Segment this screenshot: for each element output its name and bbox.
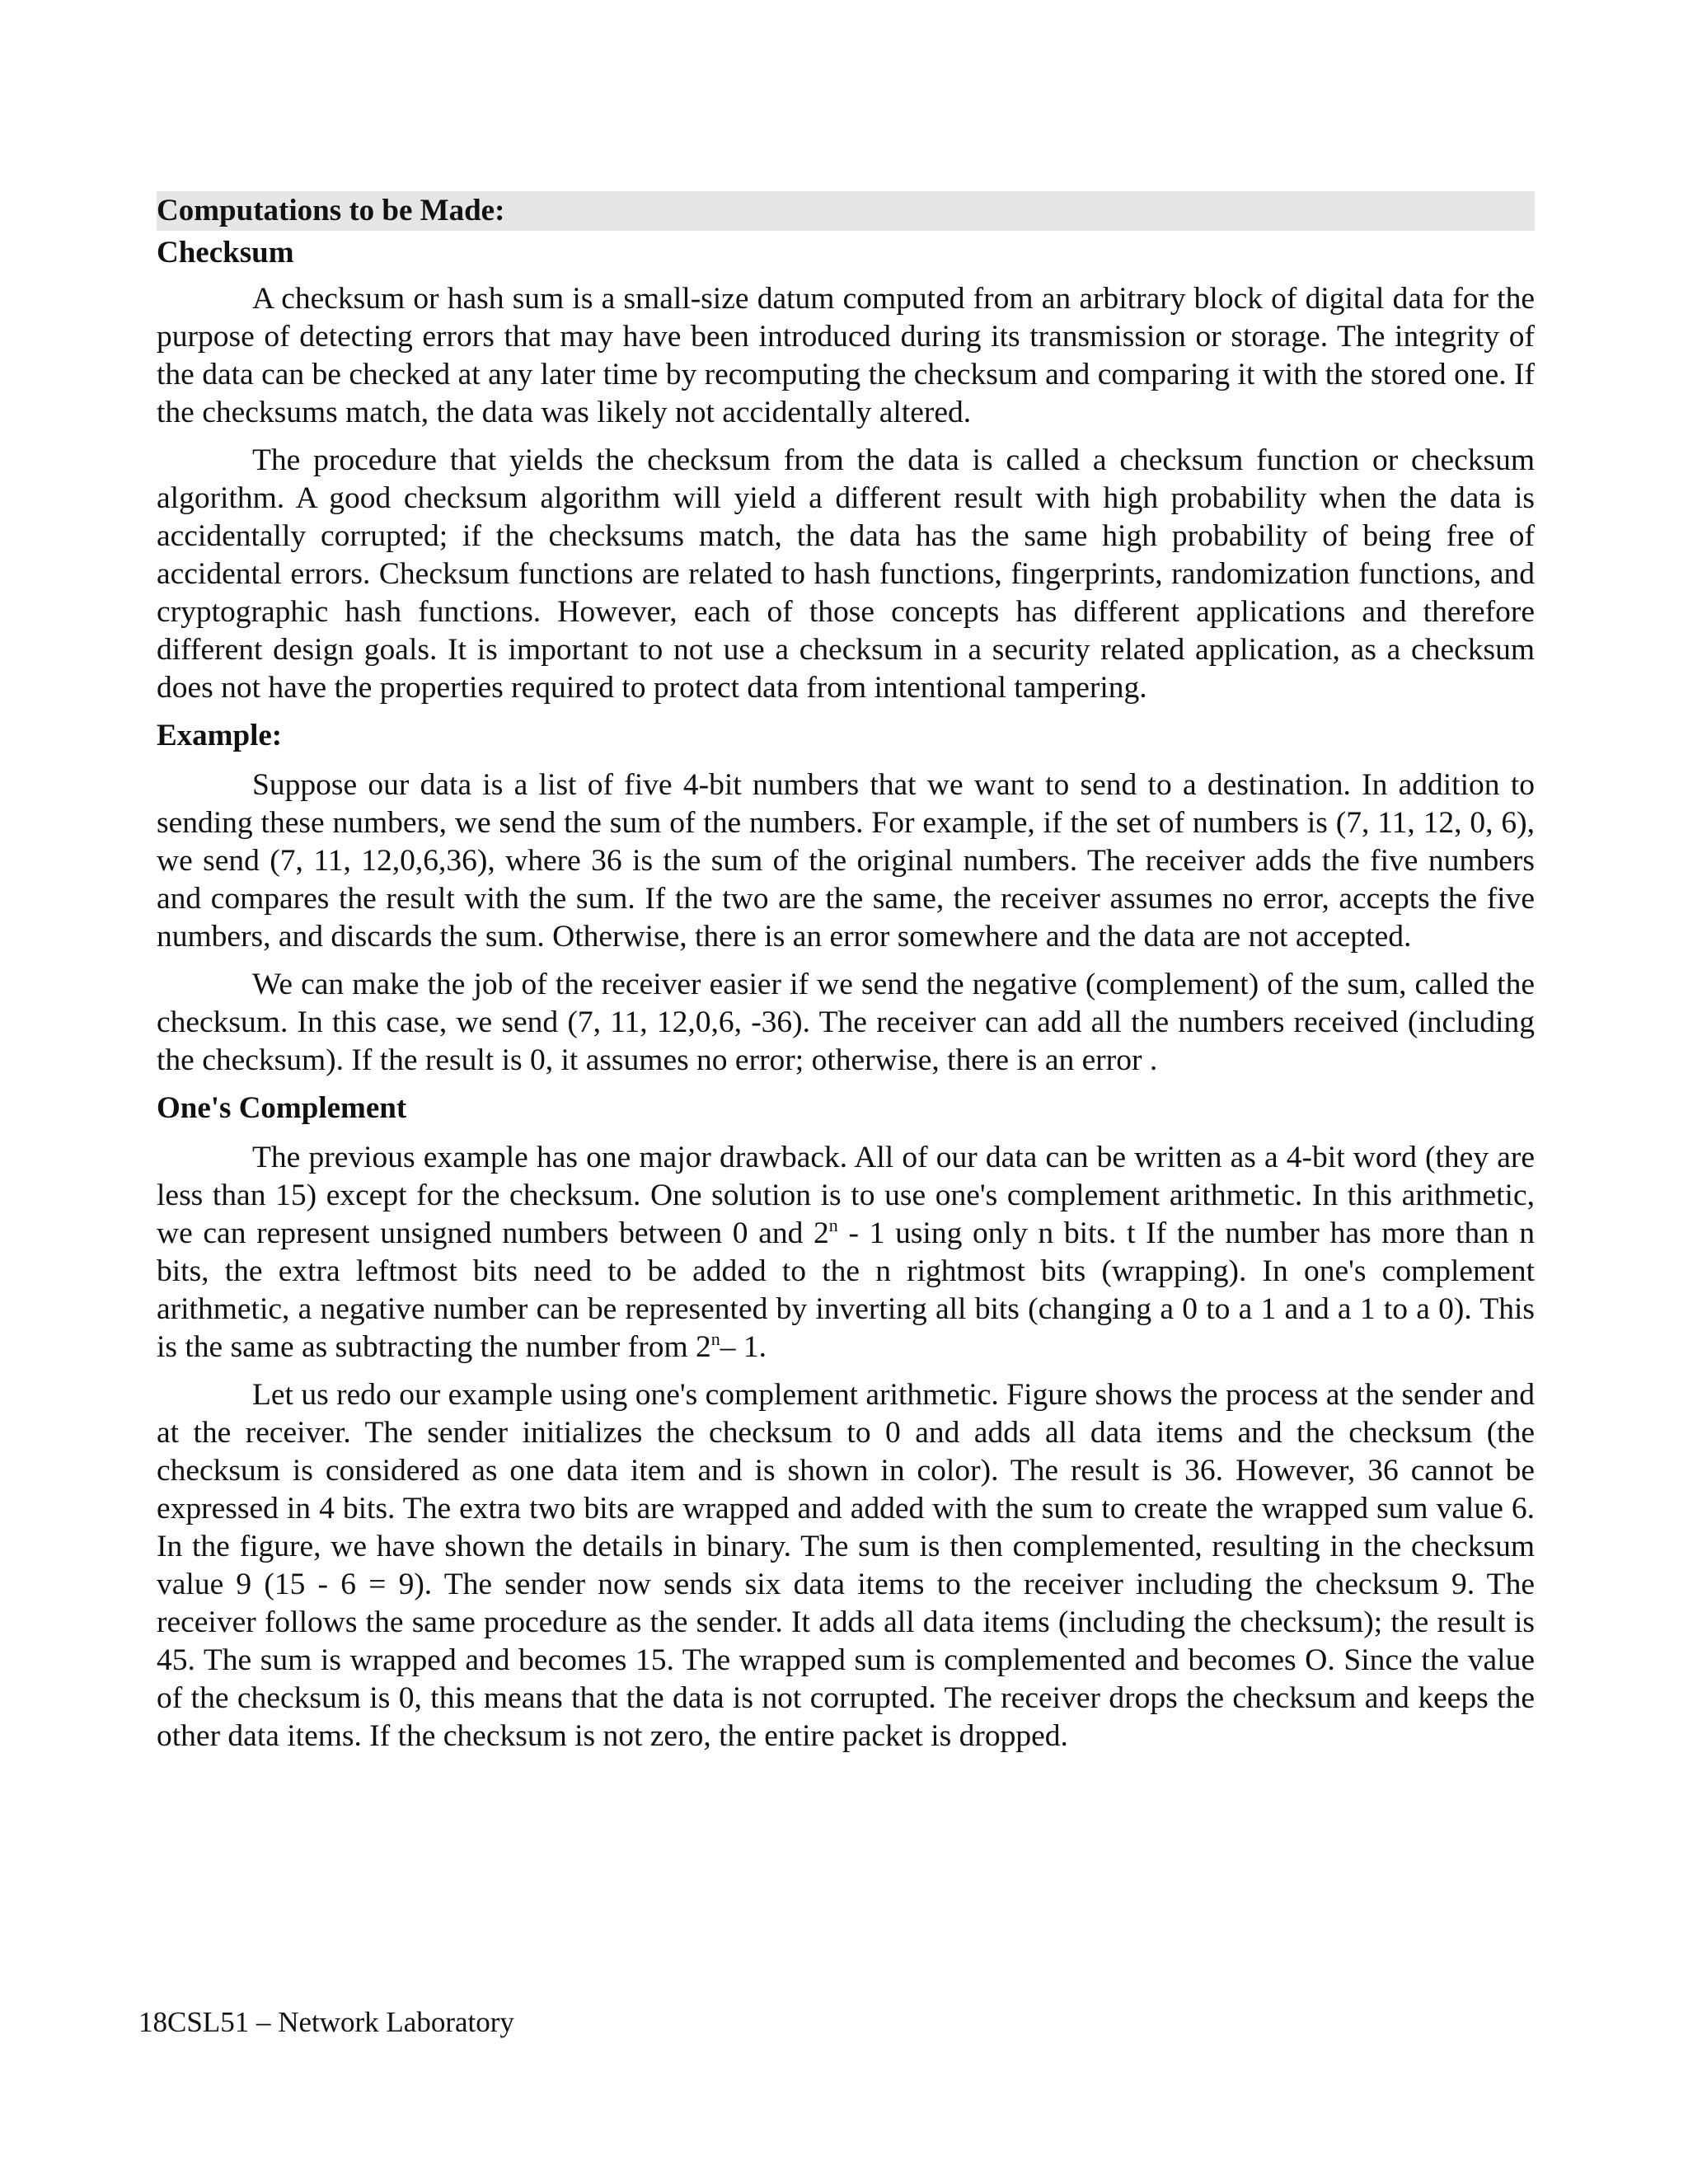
example-heading: Example:: [157, 719, 283, 752]
ones-complement-paragraph-1: [157, 1139, 1535, 1366]
ones-complement-paragraph-2: Let us redo our example using one's complement arithmetic. Figure shows the process at the sender and at the receiver. The sender initializes the checksum to 0 and adds all data items and the checksum (the checksum is considered as one data item and is shown in color). The result is 36. However, 36 cannot be expressed in 4 bits. The extra two bits are wrapped and added with the sum to create the wrapped sum value 6. In the figure, we have shown the details in binary. The sum is then complemented, resulting in the checksum value 9 (15 - 6 = 9). The sender now sends six data items to the receiver including the checksum 9. The receiver follows the same procedure as the sender. It adds all data items (including the checksum); the result is 45. The sum is wrapped and becomes 15. The wrapped sum is complemented and becomes O. Since the value of the checksum is 0, this means that the data is not corrupted. The receiver drops the checksum and keeps the other data items. If the checksum is not zero, the entire packet is dropped.: [157, 1378, 1535, 1753]
checksum-heading: Checksum: [157, 236, 294, 269]
example-paragraph-2: We can make the job of the receiver easier if we send the negative (complement) of the sum, called the checksum. In this case, we send (7, 11, 12,0,6, -36). The receiver can add all the numbers received (including the checksum). If the result is 0, it assumes no error; otherwise, there is an error .: [157, 968, 1535, 1077]
ones-complement-text-c: – 1.: [720, 1330, 767, 1364]
section-heading: Computations to be Made:: [157, 194, 505, 227]
superscript-n: n: [710, 1329, 720, 1349]
document-page: [157, 191, 1535, 1765]
ones-complement-text-b: - 1 using only n bits. t If the number has more than n bits, the extra leftmost bits need to be added to the n rightmost bits (wrapping). In one's complement arithmetic, a negative number can be represented by inverting all bits (changing a 0 to a 1 and a 1 to a 0). This is the same as subtracting the number from 2: [157, 1216, 1535, 1364]
superscript-n: n: [828, 1215, 838, 1235]
ones-complement-heading: One's Complement: [157, 1091, 407, 1125]
page-footer: 18CSL51 – Network Laboratory: [138, 2006, 514, 2038]
checksum-paragraph-1: A checksum or hash sum is a small-size datum computed from an arbitrary block of digital data for the purpose of detecting errors that may have been introduced during its transmission or storage. The integrity of the data can be checked at any later time by recomputing the checksum and comparing it with the stored one. If the checksums match, the data was likely not accidentally altered.: [157, 282, 1535, 429]
checksum-paragraph-2: The procedure that yields the checksum from the data is called a checksum function or checksum algorithm. A good checksum algorithm will yield a different result with high probability when the data is accidentally corrupted; if the checksums match, the data has the same high probability of being free of accidental errors. Checksum functions are related to hash functions, fingerprints, randomization functions, and cryptographic hash functions. However, each of those concepts has different applications and therefore different design goals. It is important to not use a checksum in a security related application, as a checksum does not have the properties required to protect data from intentional tampering.: [157, 443, 1535, 705]
example-paragraph-1: Suppose our data is a list of five 4-bit numbers that we want to send to a destination. In addition to sending these numbers, we send the sum of the numbers. For example, if the set of numbers is (7, 11, 12, 0, 6), we send (7, 11, 12,0,6,36), where 36 is the sum of the original numbers. The receiver adds the five numbers and compares the result with the sum. If the two are the same, the receiver assumes no error, accepts the five numbers, and discards the sum. Otherwise, there is an error somewhere and the data are not accepted.: [157, 768, 1535, 954]
ones-complement-text-a: The previous example has one major drawback. All of our data can be written as a 4-bit word (they are less than 15) except for the checksum. One solution is to use one's complement arithmetic. In this arithmetic, we can represent unsigned numbers between 0 and 2: [157, 1141, 1535, 1250]
section-heading-band: [157, 191, 1535, 231]
